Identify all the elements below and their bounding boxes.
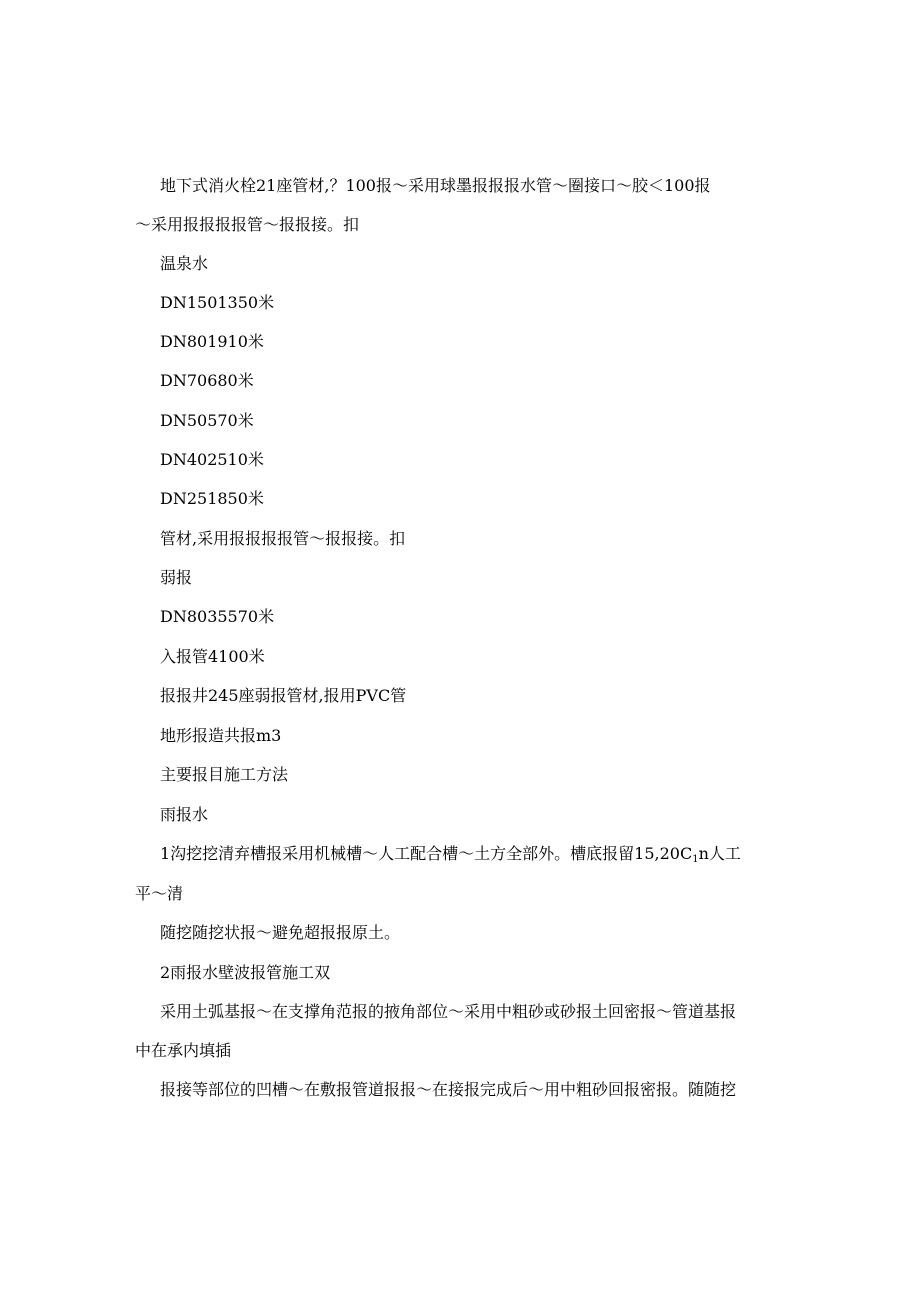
text-line: 报报井245座弱报管材,报用PVC管 xyxy=(160,686,407,705)
text-line: 入报管4100米 xyxy=(160,647,265,666)
text-line xyxy=(160,843,741,865)
text-line: 雨报水 xyxy=(160,805,209,824)
text-line: 弱报 xyxy=(160,568,193,587)
text-line: DN8035570米 xyxy=(160,607,275,626)
text-line: DN402510米 xyxy=(160,450,264,469)
text-line: DN801910米 xyxy=(160,332,264,351)
text-line: ～采用报报报报管～报报接。扣 xyxy=(135,215,360,234)
text-line: 报接等部位的凹槽～在敷报管道报报～在接报完成后～用中粗砂回报密报。随随挖 xyxy=(160,1080,737,1099)
text-line: 中在承内填插 xyxy=(135,1041,232,1060)
subscript: 1 xyxy=(692,854,699,865)
text-line: 主要报目施工方法 xyxy=(160,765,289,784)
text-line: DN50570米 xyxy=(160,411,254,430)
text-line: 平～清 xyxy=(135,884,184,903)
text-line: 地下式消火栓21座管材,？100报～采用球墨报报报水管～圈接口～胶＜100报 xyxy=(160,176,711,195)
text-span: n人工 xyxy=(698,844,741,863)
text-line: DN251850米 xyxy=(160,489,264,508)
text-line: 温泉水 xyxy=(160,254,209,273)
text-line: 2雨报水壁波报管施工双 xyxy=(160,963,331,982)
text-line: 随挖随挖状报～避免超报报原土。 xyxy=(160,923,401,942)
text-line: DN1501350米 xyxy=(160,293,275,312)
text-line: 管材,采用报报报报管～报报接。扣 xyxy=(160,529,406,548)
text-line: 地形报造共报m3 xyxy=(160,726,282,745)
text-span: 1沟挖挖清弃槽报采用机械槽～人工配合槽～土方全部外。槽底报留15,20C xyxy=(160,844,693,863)
text-line: 采用土弧基报～在支撑角范报的掖角部位～采用中粗砂或砂报土回密报～管道基报 xyxy=(160,1002,737,1021)
text-line: DN70680米 xyxy=(160,371,254,390)
